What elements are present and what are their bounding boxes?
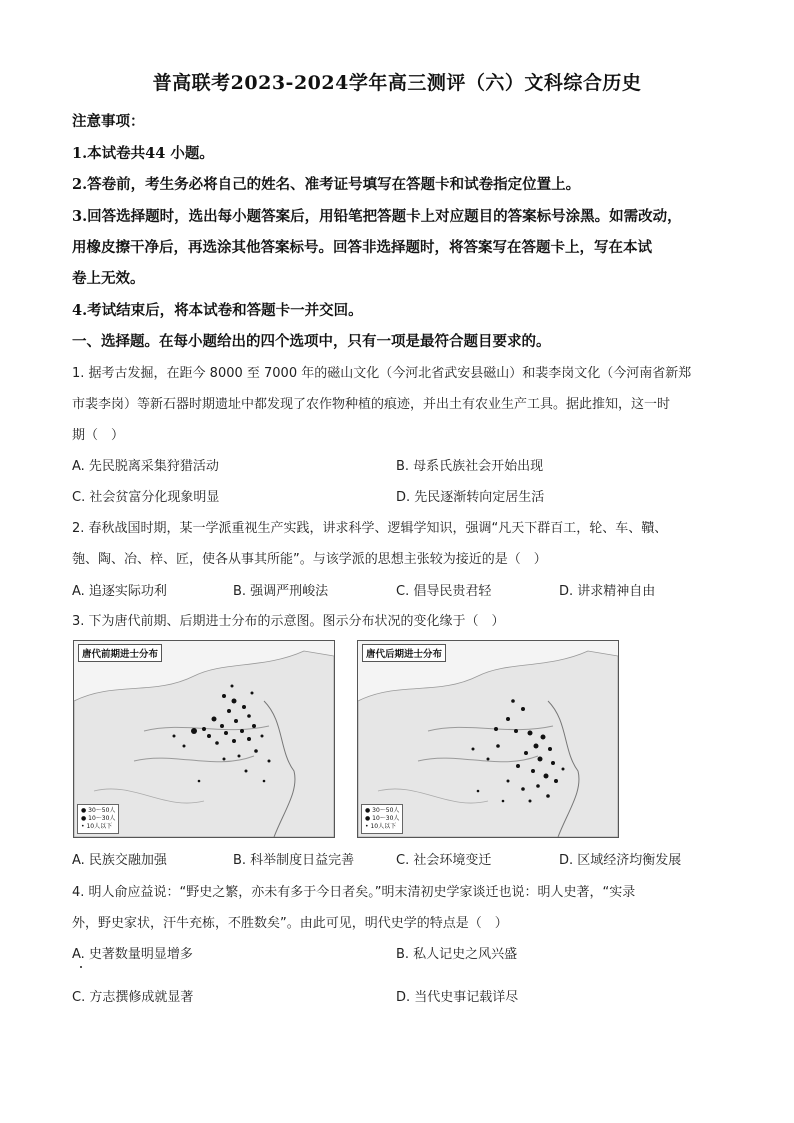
question-4-line: 4. 明人俞应益说：“野史之繁，亦未有多于今日者矣。”明末清初史学家谈迁也说：明人史著，“实录 — [72, 885, 636, 900]
legend-item: ● 10～30人 — [365, 815, 400, 822]
question-4-option-b[interactable]: B. 私人记史之风兴盛 — [396, 947, 518, 962]
question-3-option-d[interactable]: D. 区域经济均衡发展 — [559, 853, 682, 868]
map-late-tang-legend — [361, 804, 403, 834]
page-title: 普高联考2023-2024学年高三测评（六）文科综合历史 — [152, 72, 642, 94]
notice-item: 卷上无效。 — [72, 270, 145, 287]
map-late-tang-title: 唐代后期进士分布 — [362, 644, 446, 662]
question-2-option-a[interactable]: A. 追逐实际功利 — [72, 584, 167, 599]
question-1-line: 1. 据考古发掘，在距今 8000 至 7000 年的磁山文化（今河北省武安县磁山）和裴李岗文化（今河南省新郑 — [72, 366, 692, 381]
question-4-option-c[interactable]: C. 方志撰修成就显著 — [72, 990, 194, 1005]
legend-item: • 10人以下 — [365, 823, 397, 830]
question-3-line: 3. 下为唐代前期、后期进士分布的示意图。图示分布状况的变化缘于（ ） — [72, 614, 505, 629]
map-late-tang — [357, 640, 619, 838]
section-heading: 一、选择题。在每小题给出的四个选项中，只有一项是最符合题目要求的。 — [72, 333, 551, 350]
question-1-line: 期（ ） — [72, 428, 125, 443]
legend-item: ● 30～50人 — [365, 807, 400, 814]
question-2-line: 2. 春秋战国时期，某一学派重视生产实践，讲求科学、逻辑学知识，强调“凡天下群百工，轮、车、鞼、 — [72, 521, 668, 536]
legend-item: ● 10～30人 — [81, 815, 116, 822]
question-3-option-a[interactable]: A. 民族交融加强 — [72, 853, 167, 868]
question-1-option-d[interactable]: D. 先民逐渐转向定居生活 — [396, 490, 545, 505]
question-4-option-d[interactable]: D. 当代史事记载详尽 — [396, 990, 519, 1005]
map-early-tang-title: 唐代前期进士分布 — [78, 644, 162, 662]
notice-heading: 注意事项： — [72, 113, 145, 130]
question-1-option-a[interactable]: A. 先民脱离采集狩猎活动 — [72, 459, 219, 474]
notice-item: 用橡皮擦干净后，再选涂其他答案标号。回答非选择题时，将答案写在答题卡上，写在本试 — [72, 239, 652, 256]
question-3-option-c[interactable]: C. 社会环境变迁 — [396, 853, 492, 868]
question-2-option-c[interactable]: C. 倡导民贵君轻 — [396, 584, 492, 599]
map-early-tang — [73, 640, 335, 838]
notice-item: 1.本试卷共44 小题。 — [72, 145, 214, 162]
question-1-option-c[interactable]: C. 社会贫富分化现象明显 — [72, 490, 220, 505]
stray-mark — [80, 966, 82, 968]
notice-item: 3.回答选择题时，选出每小题答案后，用铅笔把答题卡上对应题目的答案标号涂黑。如需改动， — [72, 208, 682, 225]
question-3-option-b[interactable]: B. 科举制度日益完善 — [233, 853, 355, 868]
question-2-option-d[interactable]: D. 讲求精神自由 — [559, 584, 656, 599]
question-4-option-a[interactable]: A. 史著数量明显增多 — [72, 947, 193, 962]
question-2-line: 匏、陶、冶、梓、匠，使各从事其所能”。与该学派的思想主张较为接近的是（ ） — [72, 552, 547, 567]
notice-item: 4.考试结束后，将本试卷和答题卡一并交回。 — [72, 302, 363, 319]
question-1-line: 市裴李岗）等新石器时期遗址中都发现了农作物种植的痕迹，并出土有农业生产工具。据此推知，这一时 — [72, 397, 671, 412]
legend-item: • 10人以下 — [81, 823, 113, 830]
question-2-option-b[interactable]: B. 强调严刑峻法 — [233, 584, 329, 599]
notice-item: 2.答卷前，考生务必将自己的姓名、准考证号填写在答题卡和试卷指定位置上。 — [72, 176, 581, 193]
map-early-tang-legend — [77, 804, 119, 834]
question-1-option-b[interactable]: B. 母系氏族社会开始出现 — [396, 459, 544, 474]
question-4-line: 外，野史家状，汗牛充栋，不胜数矣”。由此可见，明代史学的特点是（ ） — [72, 916, 508, 931]
legend-item: ● 30～50人 — [81, 807, 116, 814]
